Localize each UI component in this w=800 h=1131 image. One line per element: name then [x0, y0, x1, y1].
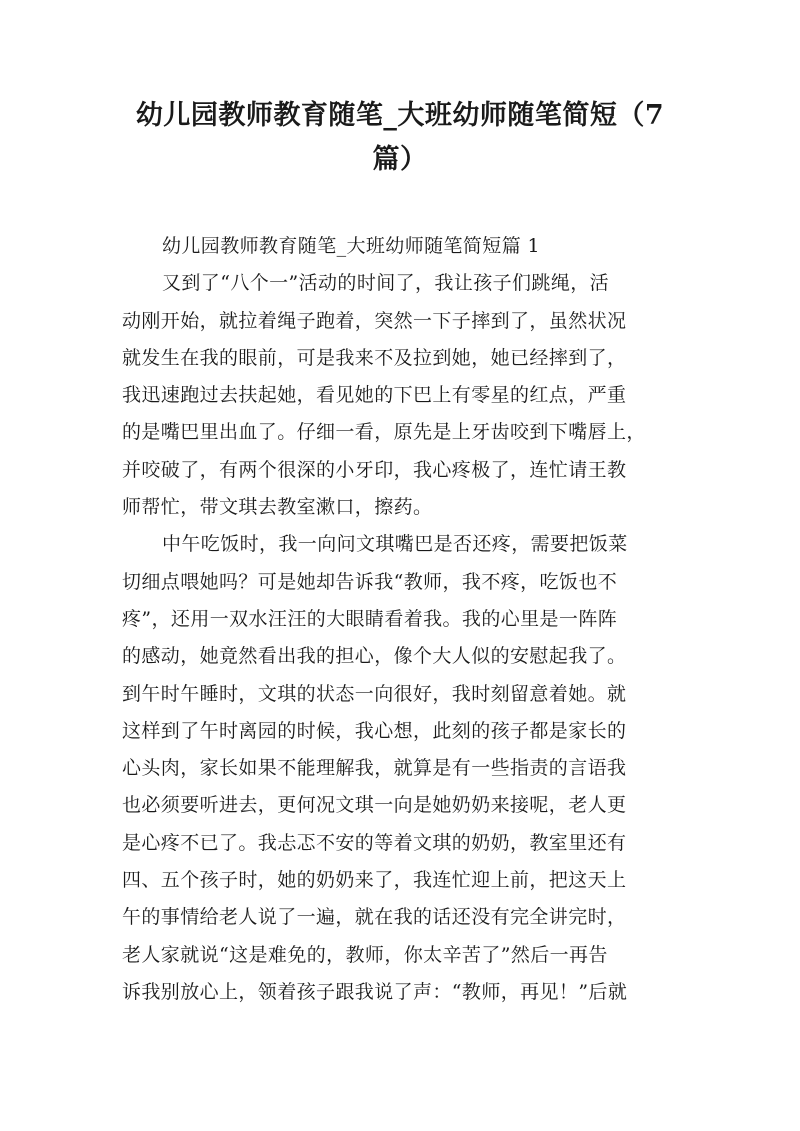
title-line-2: 篇）	[372, 144, 428, 175]
paragraph-line: 也必须要听进去，更何况文琪一向是她奶奶来接呢，老人更	[122, 794, 627, 817]
paragraph-line: 又到了“八个一”活动的时间了，我让孩子们跳绳，活	[162, 272, 610, 295]
paragraph-line: 动刚开始，就拉着绳子跑着，突然一下子摔到了，虽然状况	[122, 309, 627, 332]
paragraph-line: 师帮忙，带文琪去教室漱口，擦药。	[122, 496, 433, 519]
paragraph-line: 的是嘴巴里出血了。仔细一看，原先是上牙齿咬到下嘴唇上，	[122, 421, 646, 444]
paragraph-line: 切细点喂她吗？可是她却告诉我“教师，我不疼，吃饭也不	[122, 570, 618, 593]
paragraph-line: 并咬破了，有两个很深的小牙印，我心疼极了，连忙请王教	[122, 458, 627, 481]
paragraph-line: 午的事情给老人说了一遍，就在我的话还没有完全讲完时，	[122, 906, 627, 929]
paragraph-line: 老人家就说“这是难免的，教师，你太辛苦了”然后一再告	[122, 943, 608, 966]
title-line-1: 幼儿园教师教育随笔_大班幼师随笔简短（7	[135, 100, 665, 131]
paragraph-line: 四、五个孩子时，她的奶奶来了，我连忙迎上前，把这天上	[122, 869, 627, 892]
paragraph-line: 疼”，还用一双水汪汪的大眼睛看着我。我的心里是一阵阵	[122, 607, 618, 630]
paragraph-line: 到午时午睡时，文琪的状态一向很好，我时刻留意着她。就	[122, 682, 627, 705]
paragraph-line: 这样到了午时离园的时候，我心想，此刻的孩子都是家长的	[122, 719, 627, 742]
paragraph-line: 就发生在我的眼前，可是我来不及拉到她，她已经摔到了，	[122, 346, 627, 369]
paragraph-line: 我迅速跑过去扶起她，看见她的下巴上有零星的红点，严重	[122, 384, 627, 407]
section-heading: 幼儿园教师教育随笔_大班幼师随笔简短篇 1	[162, 235, 541, 257]
document-body	[122, 228, 682, 1011]
paragraph-line: 诉我别放心上，领着孩子跟我说了声：“教师，再见！”后就	[122, 980, 628, 1003]
paragraph-line: 中午吃饭时，我一向问文琪嘴巴是否还疼，需要把饭菜	[162, 533, 628, 556]
paragraph-line: 心头肉，家长如果不能理解我，就算是有一些指责的言语我	[122, 757, 627, 780]
document-title	[110, 94, 690, 182]
paragraph-line: 是心疼不已了。我忐忑不安的等着文琪的奶奶，教室里还有	[122, 831, 627, 854]
paragraph-line: 的感动，她竟然看出我的担心，像个大人似的安慰起我了。	[122, 645, 627, 668]
